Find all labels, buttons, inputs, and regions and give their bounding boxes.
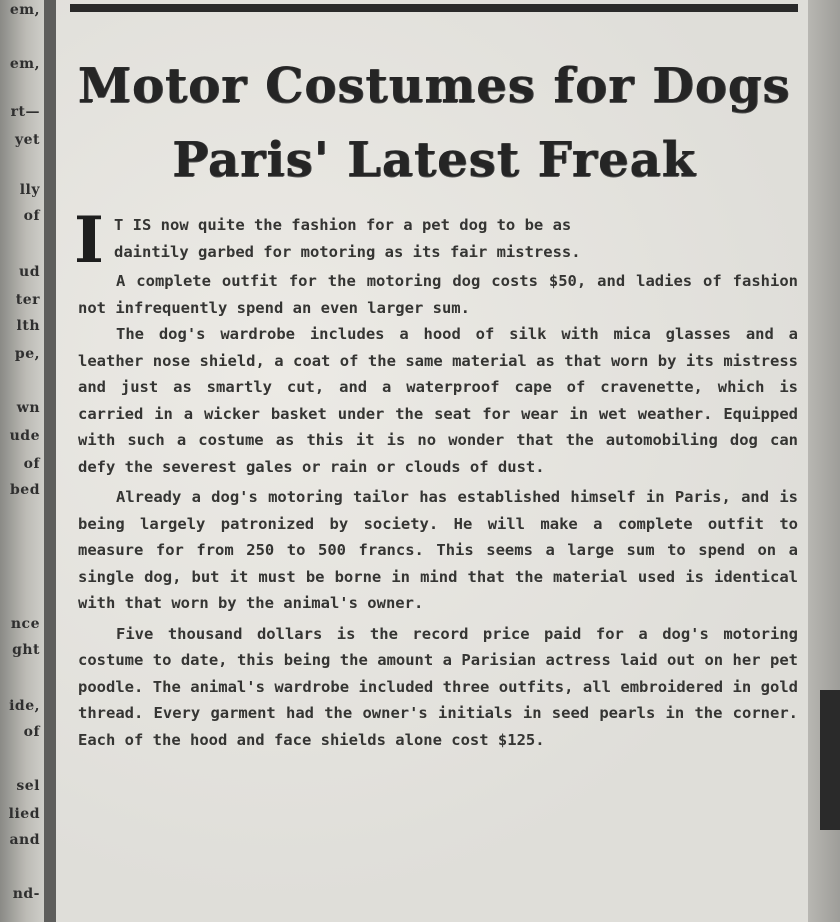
adjacent-column-fragment: sel (16, 778, 40, 794)
adjacent-column-fragment: of (23, 456, 40, 472)
right-margin-ink-mark (820, 690, 840, 830)
adjacent-column-fragment: ud (19, 264, 40, 280)
adjacent-column-fragment: and (9, 832, 40, 848)
adjacent-column-fragment: bed (10, 482, 40, 498)
adjacent-column-fragment: ght (12, 642, 40, 658)
adjacent-column-fragment: ide, (9, 698, 40, 714)
headline-line-2: Paris' Latest Freak (172, 132, 696, 188)
adjacent-column-fragment: nce (10, 616, 40, 632)
drop-cap: I (74, 203, 104, 278)
adjacent-column-fragment: lly (19, 182, 40, 198)
top-column-rule (70, 4, 798, 12)
paragraph-1: A complete outfit for the motoring dog costs $50, and ladies of fashion not infrequently spend an even larger sum. (78, 272, 798, 317)
adjacent-column-fragment: wn (16, 400, 40, 416)
adjacent-column-strip (0, 0, 44, 922)
adjacent-column-fragment: ude (9, 428, 40, 444)
adjacent-column-fragment: rt— (10, 104, 40, 120)
adjacent-column-fragment: em, (9, 2, 40, 18)
adjacent-column-fragment: ter (15, 292, 40, 308)
paragraph-4: Five thousand dollars is the record price paid for a dog's motoring costume to date, this being the amount a Parisian actress laid out on her pet poodle. The animal's wardrobe included three outfits, all embroidered in gold thread. Every garment had the owner's initials in seed pearls in the corner. Each of the hood and face shields alone cost $125. (78, 624, 798, 749)
adjacent-column-fragment: of (23, 724, 40, 740)
article-body (78, 268, 798, 753)
paragraph-2: The dog's wardrobe includes a hood of silk with mica glasses and a leather nose shield, a coat of the same material as that worn by its mistress and just as smartly cut, and a waterproof cape of cravenette, which is carried in a wicker basket under the seat for wear in wet weather. Equipped with such a costume as this it is no wonder that the automobiling dog can defy the severest gales or rain or clouds of dust. (78, 325, 798, 476)
lede-line-2: daintily garbed for motoring as its fair mistress. (114, 243, 581, 261)
adjacent-column-fragment: lth (16, 318, 40, 334)
headline-line-1: Motor Costumes for Dogs (77, 58, 791, 114)
column-gutter (44, 0, 56, 922)
adjacent-column-fragment: pe, (14, 346, 40, 362)
paragraph-3: Already a dog's motoring tailor has established himself in Paris, and is being largely patronized by society. He will make a complete outfit to measure for from 250 to 500 francs. This seems a large sum to spend on a single dog, but it must be borne in mind that the material used is identical with that worn by the animal's owner. (78, 488, 798, 612)
adjacent-column-fragment: em, (9, 56, 40, 72)
adjacent-column-fragment: nd- (12, 886, 40, 902)
adjacent-column-fragment: lied (8, 806, 40, 822)
adjacent-column-fragment: of (23, 208, 40, 224)
adjacent-column-fragment: yet (14, 132, 40, 148)
lede-line-1: T IS now quite the fashion for a pet dog to be as (114, 216, 572, 234)
